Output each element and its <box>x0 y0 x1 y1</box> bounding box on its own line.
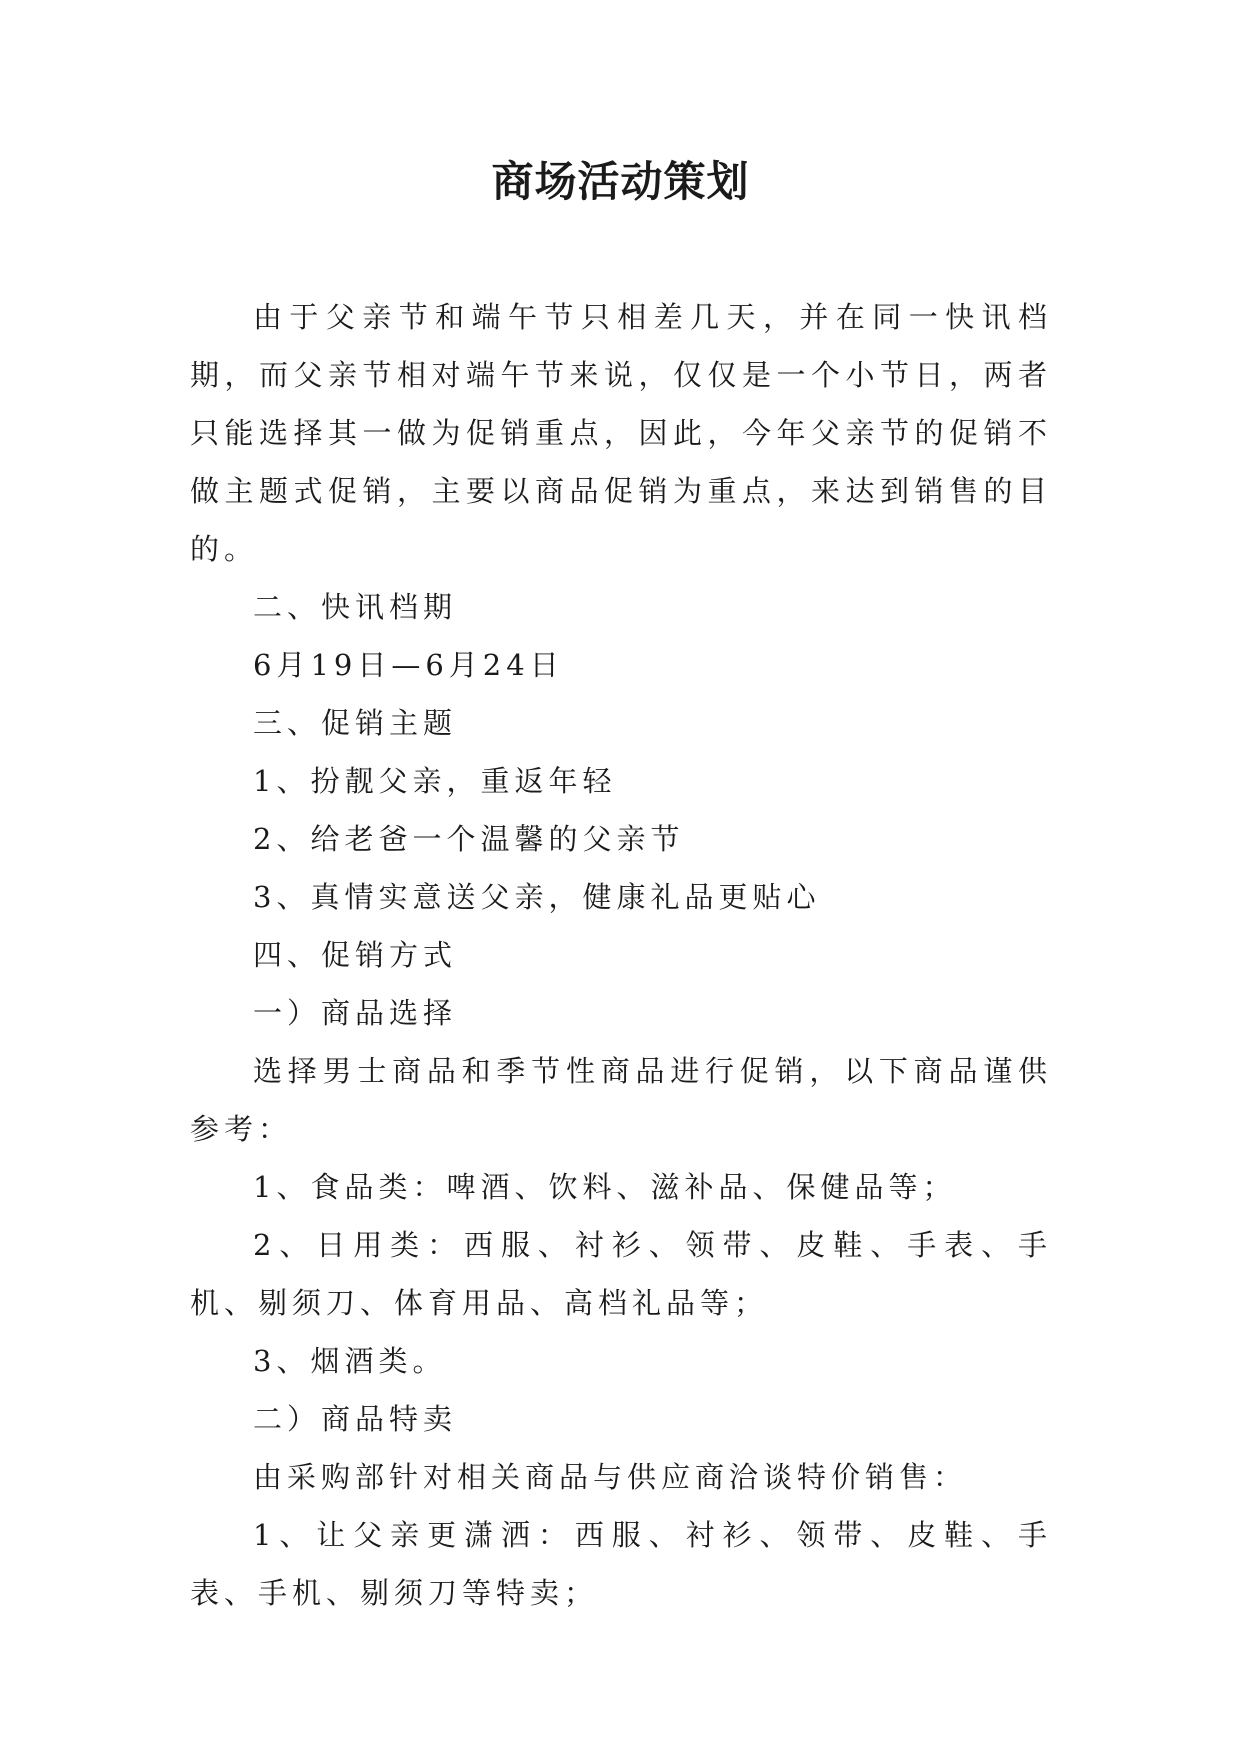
section-heading-schedule: 二、快讯档期 <box>253 590 458 624</box>
intro-paragraph: 由于父亲节和端午节只相差几天，并在同一快讯档期，而父亲节相对端午节来说，仅仅是一个小节日，两者只能选择其一做为促销重点，因此，今年父亲节的促销不做主题式促销，主要以商品促销为重点，来达到销售的目的。 <box>190 300 1052 566</box>
special-sale-item: 1、让父亲更潇洒：西服、衬衫、领带、皮鞋、手表、手机、剔须刀等特卖； <box>190 1518 1052 1610</box>
subsection-heading-selection: 一）商品选择 <box>253 996 458 1030</box>
subsection-heading-special-sale: 二）商品特卖 <box>253 1402 458 1436</box>
theme-item: 1、扮靓父亲，重返年轻 <box>253 764 617 798</box>
document-title: 商场活动策划 <box>491 157 750 206</box>
schedule-dates: 6月19日—6月24日 <box>253 648 564 682</box>
section-heading-method: 四、促销方式 <box>253 938 458 972</box>
selection-paragraph: 选择男士商品和季节性商品进行促销，以下商品谨供参考： <box>190 1054 1052 1146</box>
selection-item: 2、日用类：西服、衬衫、领带、皮鞋、手表、手机、剔须刀、体育用品、高档礼品等； <box>190 1228 1052 1320</box>
theme-item: 3、真情实意送父亲，健康礼品更贴心 <box>253 880 821 914</box>
section-heading-theme: 三、促销主题 <box>253 706 458 740</box>
selection-item: 3、烟酒类。 <box>253 1344 447 1378</box>
selection-item: 1、食品类：啤酒、饮料、滋补品、保健品等； <box>253 1170 957 1204</box>
theme-item: 2、给老爸一个温馨的父亲节 <box>253 822 685 856</box>
special-sale-paragraph: 由采购部针对相关商品与供应商洽谈特价销售： <box>253 1460 968 1494</box>
document-body <box>190 288 1052 1622</box>
